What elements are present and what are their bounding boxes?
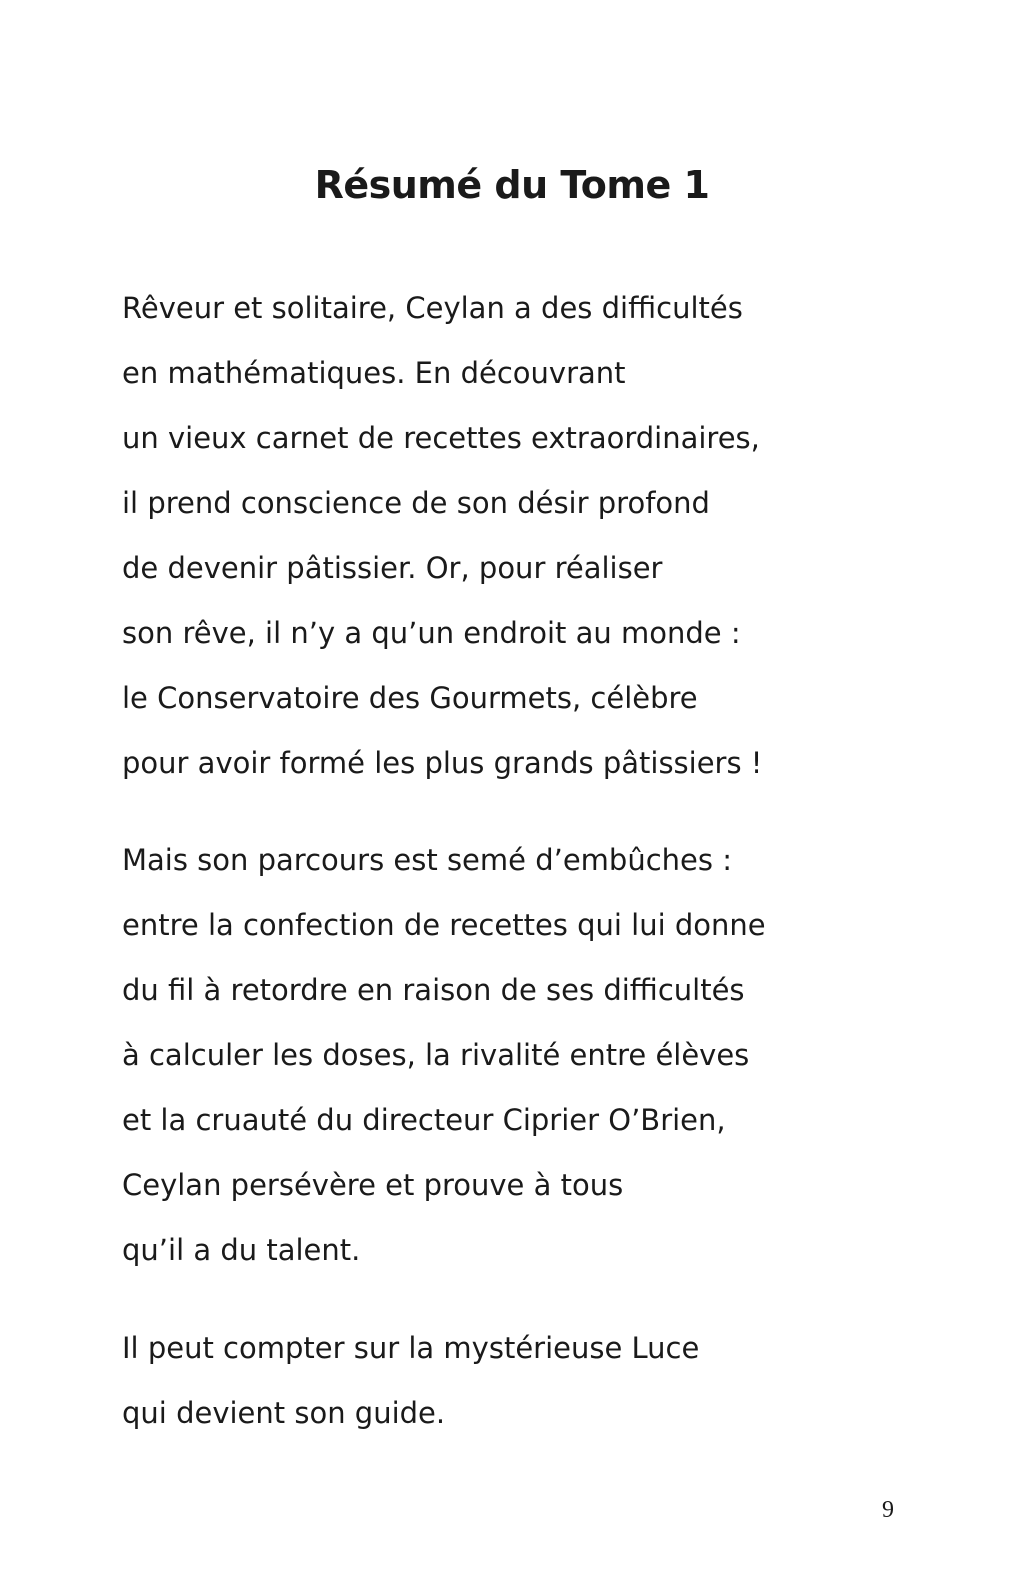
- text-line: un vieux carnet de recettes extraordinaires,: [122, 421, 760, 455]
- text-line: à calculer les doses, la rivalité entre élèves: [122, 1038, 750, 1072]
- text-line: de devenir pâtissier. Or, pour réaliser: [122, 551, 663, 585]
- page-number: 9: [882, 1497, 894, 1523]
- text-line: qui devient son guide.: [122, 1396, 446, 1430]
- text-line: son rêve, il n’y a qu’un endroit au monde :: [122, 616, 741, 650]
- text-line: Mais son parcours est semé d’embûches :: [122, 843, 732, 877]
- text-line: et la cruauté du directeur Ciprier O’Brien,: [122, 1103, 726, 1137]
- text-line: entre la confection de recettes qui lui donne: [122, 908, 766, 942]
- text-line: en mathématiques. En découvrant: [122, 356, 626, 390]
- text-line: pour avoir formé les plus grands pâtissiers !: [122, 746, 763, 780]
- text-line: Il peut compter sur la mystérieuse Luce: [122, 1331, 700, 1365]
- paragraph-2: [122, 828, 766, 1283]
- paragraph-1: [122, 276, 762, 796]
- text-line: qu’il a du talent.: [122, 1233, 361, 1267]
- paragraph-3: [122, 1316, 699, 1446]
- text-line: Rêveur et solitaire, Ceylan a des difficultés: [122, 291, 743, 325]
- text-line: du fil à retordre en raison de ses difficultés: [122, 973, 745, 1007]
- text-line: le Conservatoire des Gourmets, célèbre: [122, 681, 698, 715]
- page-title: Résumé du Tome 1: [314, 163, 710, 207]
- text-line: Ceylan persévère et prouve à tous: [122, 1168, 624, 1202]
- text-line: il prend conscience de son désir profond: [122, 486, 710, 520]
